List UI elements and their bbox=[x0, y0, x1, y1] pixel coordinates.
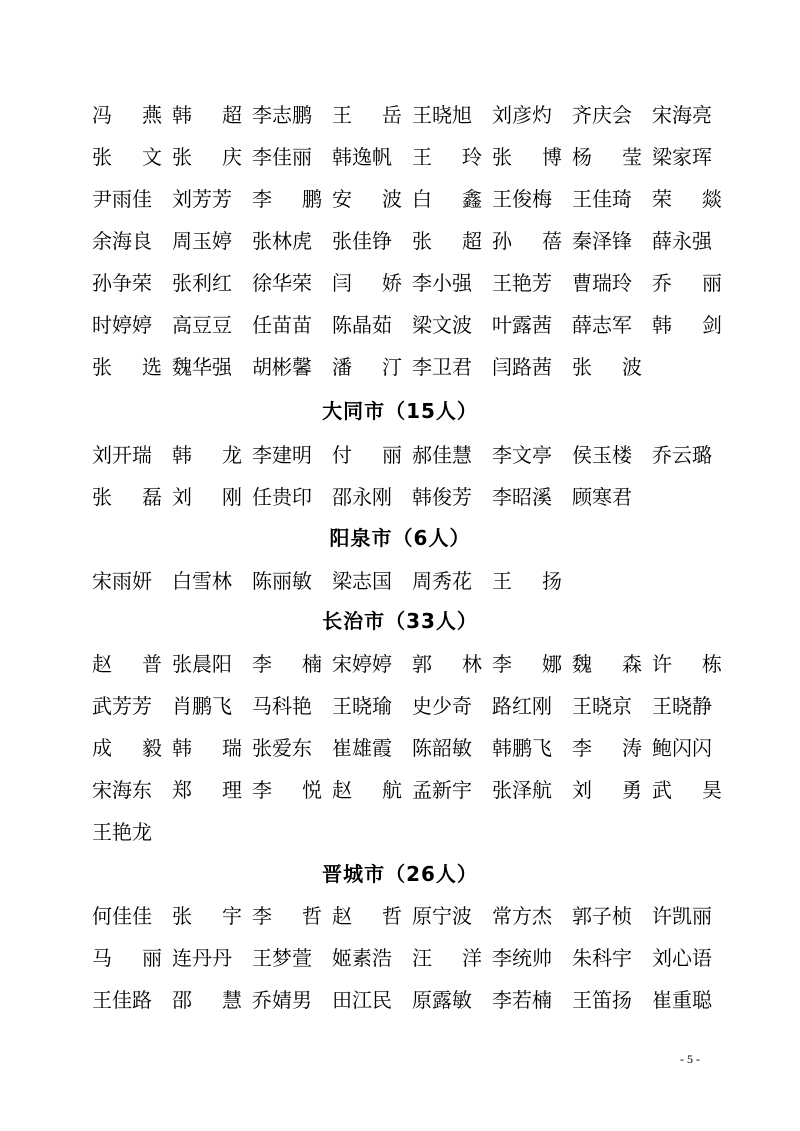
person-name: 郭子桢 bbox=[572, 904, 632, 928]
person-name: 秦泽锋 bbox=[572, 229, 632, 253]
person-name: 李统帅 bbox=[492, 946, 552, 970]
person-name: 许 栋 bbox=[652, 652, 722, 676]
person-name: 李 涛 bbox=[572, 736, 642, 760]
person-name: 崔雄霞 bbox=[332, 736, 392, 760]
person-name: 刘 勇 bbox=[572, 778, 642, 802]
person-name: 张 博 bbox=[492, 145, 562, 169]
person-name: 潘 汀 bbox=[332, 355, 402, 379]
name-row bbox=[92, 563, 732, 599]
person-name: 朱科宇 bbox=[572, 946, 632, 970]
person-name: 王俊梅 bbox=[492, 187, 552, 211]
person-name: 鲍闪闪 bbox=[652, 736, 712, 760]
person-name: 郑 理 bbox=[172, 778, 242, 802]
name-row bbox=[92, 688, 732, 724]
name-row bbox=[92, 181, 732, 217]
person-name: 白雪林 bbox=[172, 569, 232, 593]
person-name: 任苗苗 bbox=[252, 313, 312, 337]
person-name: 李 楠 bbox=[252, 652, 322, 676]
person-name: 陈韶敏 bbox=[412, 736, 472, 760]
person-name: 陈丽敏 bbox=[252, 569, 312, 593]
person-name: 余海良 bbox=[92, 229, 152, 253]
person-name: 李昭溪 bbox=[492, 485, 552, 509]
person-name: 宋婷婷 bbox=[332, 652, 392, 676]
person-name: 原宁波 bbox=[412, 904, 472, 928]
city-heading: 长治市（33人） bbox=[322, 609, 478, 633]
person-name: 汪 洋 bbox=[412, 946, 482, 970]
person-name: 王艳龙 bbox=[92, 820, 152, 844]
person-name: 刘芳芳 bbox=[172, 187, 232, 211]
person-name: 任贵印 bbox=[252, 485, 312, 509]
person-name: 张佳铮 bbox=[332, 229, 392, 253]
person-name: 陈晶茹 bbox=[332, 313, 392, 337]
name-row bbox=[92, 437, 732, 473]
person-name: 荣 燚 bbox=[652, 187, 722, 211]
person-name: 李建明 bbox=[252, 443, 312, 467]
person-name: 连丹丹 bbox=[172, 946, 232, 970]
name-row bbox=[92, 772, 732, 808]
name-row bbox=[92, 139, 732, 175]
person-name: 韩 龙 bbox=[172, 443, 242, 467]
person-name: 冯 燕 bbox=[92, 103, 162, 127]
person-name: 王佳琦 bbox=[572, 187, 632, 211]
person-name: 安 波 bbox=[332, 187, 402, 211]
person-name: 张 磊 bbox=[92, 485, 162, 509]
person-name: 武芳芳 bbox=[92, 694, 152, 718]
person-name: 王晓旭 bbox=[412, 103, 472, 127]
person-name: 邵永刚 bbox=[332, 485, 392, 509]
name-row bbox=[92, 349, 732, 385]
person-name: 韩逸帆 bbox=[332, 145, 392, 169]
person-name: 李 悦 bbox=[252, 778, 322, 802]
person-name: 王艳芳 bbox=[492, 271, 552, 295]
person-name: 徐华荣 bbox=[252, 271, 312, 295]
person-name: 王晓静 bbox=[652, 694, 712, 718]
person-name: 崔重聪 bbox=[652, 988, 712, 1012]
person-name: 闫路茜 bbox=[492, 355, 552, 379]
name-row bbox=[92, 730, 732, 766]
person-name: 赵 普 bbox=[92, 652, 162, 676]
person-name: 张 选 bbox=[92, 355, 162, 379]
person-name: 宋雨妍 bbox=[92, 569, 152, 593]
person-name: 张 庆 bbox=[172, 145, 242, 169]
person-name: 薛永强 bbox=[652, 229, 712, 253]
person-name: 张爱东 bbox=[252, 736, 312, 760]
person-name: 宋海亮 bbox=[652, 103, 712, 127]
person-name: 郭 林 bbox=[412, 652, 482, 676]
person-name: 赵 航 bbox=[332, 778, 402, 802]
person-name: 王佳路 bbox=[92, 988, 152, 1012]
person-name: 李卫君 bbox=[412, 355, 472, 379]
person-name: 侯玉楼 bbox=[572, 443, 632, 467]
person-name: 李 鹏 bbox=[252, 187, 322, 211]
person-name: 顾寒君 bbox=[572, 485, 632, 509]
person-name: 孙争荣 bbox=[92, 271, 152, 295]
person-name: 梁文波 bbox=[412, 313, 472, 337]
person-name: 张林虎 bbox=[252, 229, 312, 253]
person-name: 李文亭 bbox=[492, 443, 552, 467]
person-name: 宋海东 bbox=[92, 778, 152, 802]
person-name: 乔云璐 bbox=[652, 443, 712, 467]
person-name: 李若楠 bbox=[492, 988, 552, 1012]
person-name: 孙 蓓 bbox=[492, 229, 562, 253]
person-name: 史少奇 bbox=[412, 694, 472, 718]
person-name: 肖鹏飞 bbox=[172, 694, 232, 718]
person-name: 韩鹏飞 bbox=[492, 736, 552, 760]
person-name: 乔 丽 bbox=[652, 271, 722, 295]
person-name: 原露敏 bbox=[412, 988, 472, 1012]
person-name: 刘心语 bbox=[652, 946, 712, 970]
name-row bbox=[92, 479, 732, 515]
person-name: 孟新宇 bbox=[412, 778, 472, 802]
person-name: 成 毅 bbox=[92, 736, 162, 760]
person-name: 张利红 bbox=[172, 271, 232, 295]
person-name: 白 鑫 bbox=[412, 187, 482, 211]
person-name: 高豆豆 bbox=[172, 313, 232, 337]
person-name: 李志鹏 bbox=[252, 103, 312, 127]
person-name: 张 宇 bbox=[172, 904, 242, 928]
person-name: 张 波 bbox=[572, 355, 642, 379]
person-name: 武 昊 bbox=[652, 778, 722, 802]
person-name: 李 娜 bbox=[492, 652, 562, 676]
person-name: 薛志军 bbox=[572, 313, 632, 337]
person-name: 王 扬 bbox=[492, 569, 562, 593]
person-name: 梁志国 bbox=[332, 569, 392, 593]
person-name: 魏 森 bbox=[572, 652, 642, 676]
name-row bbox=[92, 646, 732, 682]
person-name: 周秀花 bbox=[412, 569, 472, 593]
person-name: 杨 莹 bbox=[572, 145, 642, 169]
name-row bbox=[92, 265, 732, 301]
person-name: 何佳佳 bbox=[92, 904, 152, 928]
person-name: 王梦萱 bbox=[252, 946, 312, 970]
person-name: 田江民 bbox=[332, 988, 392, 1012]
person-name: 张 超 bbox=[412, 229, 482, 253]
person-name: 常方杰 bbox=[492, 904, 552, 928]
person-name: 闫 娇 bbox=[332, 271, 402, 295]
person-name: 刘彦灼 bbox=[492, 103, 552, 127]
name-row bbox=[92, 223, 732, 259]
person-name: 马 丽 bbox=[92, 946, 162, 970]
person-name: 韩 瑞 bbox=[172, 736, 242, 760]
person-name: 李佳丽 bbox=[252, 145, 312, 169]
name-row bbox=[92, 814, 732, 850]
person-name: 魏华强 bbox=[172, 355, 232, 379]
person-name: 张 文 bbox=[92, 145, 162, 169]
person-name: 梁家珲 bbox=[652, 145, 712, 169]
person-name: 叶露茜 bbox=[492, 313, 552, 337]
person-name: 时婷婷 bbox=[92, 313, 152, 337]
person-name: 尹雨佳 bbox=[92, 187, 152, 211]
person-name: 赵 哲 bbox=[332, 904, 402, 928]
person-name: 周玉婷 bbox=[172, 229, 232, 253]
person-name: 王笛扬 bbox=[572, 988, 632, 1012]
name-row bbox=[92, 982, 732, 1018]
person-name: 付 丽 bbox=[332, 443, 402, 467]
page-number: - 5 - bbox=[680, 1052, 700, 1066]
person-name: 齐庆会 bbox=[572, 103, 632, 127]
person-name: 胡彬馨 bbox=[252, 355, 312, 379]
name-row bbox=[92, 97, 732, 133]
name-row bbox=[92, 898, 732, 934]
person-name: 王晓京 bbox=[572, 694, 632, 718]
city-heading: 大同市（15人） bbox=[322, 399, 478, 423]
person-name: 曹瑞玲 bbox=[572, 271, 632, 295]
name-row bbox=[92, 307, 732, 343]
person-name: 王 岳 bbox=[332, 103, 402, 127]
person-name: 张泽航 bbox=[492, 778, 552, 802]
person-name: 邵 慧 bbox=[172, 988, 242, 1012]
city-heading: 阳泉市（6人） bbox=[329, 526, 471, 550]
person-name: 路红刚 bbox=[492, 694, 552, 718]
person-name: 马科艳 bbox=[252, 694, 312, 718]
city-heading: 晋城市（26人） bbox=[322, 862, 478, 886]
person-name: 韩 剑 bbox=[652, 313, 722, 337]
person-name: 韩俊芳 bbox=[412, 485, 472, 509]
person-name: 乔婧男 bbox=[252, 988, 312, 1012]
person-name: 李 哲 bbox=[252, 904, 322, 928]
person-name: 姬素浩 bbox=[332, 946, 392, 970]
person-name: 刘 刚 bbox=[172, 485, 242, 509]
person-name: 王晓瑜 bbox=[332, 694, 392, 718]
person-name: 郝佳慧 bbox=[412, 443, 472, 467]
person-name: 许凯丽 bbox=[652, 904, 712, 928]
person-name: 韩 超 bbox=[172, 103, 242, 127]
name-row bbox=[92, 940, 732, 976]
person-name: 李小强 bbox=[412, 271, 472, 295]
person-name: 张晨阳 bbox=[172, 652, 232, 676]
person-name: 王 玲 bbox=[412, 145, 482, 169]
person-name: 刘开瑞 bbox=[92, 443, 152, 467]
